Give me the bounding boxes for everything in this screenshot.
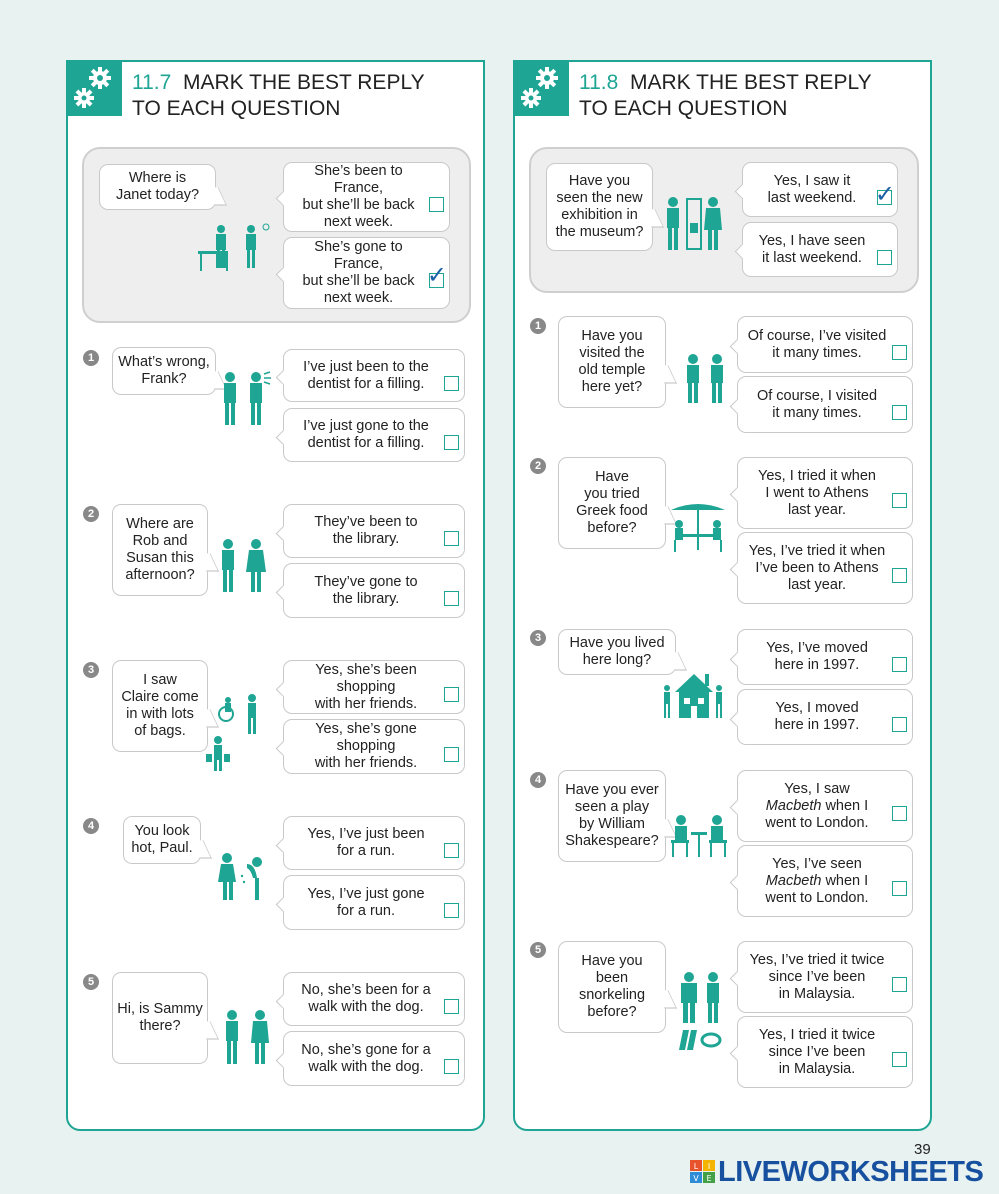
answer-option[interactable]: [737, 1016, 913, 1088]
svg-text:I: I: [707, 1162, 711, 1171]
people-illustration-icon: [216, 537, 272, 593]
answer-text: They’ve gone to the library.: [314, 573, 418, 607]
question-bubble: Where are Rob and Susan this afternoon?: [112, 504, 208, 596]
answer-text: I’ve just gone to the dentist for a filling.: [303, 418, 429, 451]
theatre-illustration-icon: [669, 814, 729, 858]
question-bubble: Have you been snorkeling before?: [558, 941, 666, 1033]
answer-text: Yes, I’ve just gone for a run.: [307, 885, 425, 919]
question-bubble: Have you tried Greek food before?: [558, 457, 666, 549]
answer-text: Yes, she’s been shopping with her friends.: [314, 661, 418, 712]
answer-text: Yes, I saw it last weekend.: [767, 172, 857, 206]
checkmark-icon: ✓: [426, 261, 447, 290]
answer-option[interactable]: [283, 237, 450, 309]
answer-option[interactable]: [742, 162, 898, 217]
checkmark-icon: ✓: [874, 180, 895, 209]
answer-checkbox[interactable]: [444, 903, 459, 918]
item-number: 2: [530, 458, 546, 474]
answer-text: Yes, I’ve just been for a run.: [307, 826, 425, 859]
answer-option[interactable]: [283, 349, 465, 402]
people-illustration-icon: [220, 1008, 276, 1066]
question-bubble: You look hot, Paul.: [123, 816, 201, 864]
answer-checkbox[interactable]: [892, 1052, 907, 1067]
answer-checkbox[interactable]: [444, 435, 459, 450]
question-bubble: Hi, is Sammy there?: [112, 972, 208, 1064]
restaurant-illustration-icon: [669, 498, 727, 554]
exercise-number: 11.8: [579, 71, 619, 94]
answer-checkbox[interactable]: [444, 687, 459, 702]
shopping-illustration-icon: [204, 692, 266, 772]
answer-checkbox[interactable]: [444, 843, 459, 858]
item-number: 1: [83, 350, 99, 366]
answer-checkbox[interactable]: [429, 197, 444, 212]
answer-text: She’s been to France, but she’ll be back next week.: [302, 163, 415, 230]
answer-text: No, she’s been for a walk with the dog.: [301, 982, 431, 1015]
item-number: 1: [530, 318, 546, 334]
svg-text:L: L: [693, 1162, 699, 1171]
question-bubble: Have you lived here long?: [558, 629, 676, 675]
answer-text: Yes, I tried it twice since I’ve been in Malaysia.: [758, 1026, 876, 1077]
people-illustration-icon: [216, 370, 276, 428]
answer-text: Yes, I’ve moved here in 1997.: [766, 640, 868, 673]
answer-checkbox[interactable]: [444, 591, 459, 606]
item-number: 5: [83, 974, 99, 990]
answer-text: Yes, I’ve seen Macbeth when I went to London.: [765, 855, 869, 906]
answer-option[interactable]: [737, 689, 913, 745]
item-number: 4: [83, 818, 99, 834]
answer-text: Yes, I’ve tried it when I’ve been to Athens last year.: [748, 542, 886, 593]
answer-checkbox[interactable]: [892, 405, 907, 420]
gear-icon: [513, 60, 569, 116]
exercise-panel-11-7: [66, 60, 485, 1131]
svg-text:E: E: [706, 1174, 712, 1183]
answer-option[interactable]: [737, 316, 913, 373]
liveworksheets-logo-icon: [690, 1160, 716, 1184]
runner-illustration-icon: [217, 852, 269, 902]
answer-text: Yes, I moved here in 1997.: [774, 700, 860, 733]
answer-option[interactable]: [737, 845, 913, 917]
exercise-title-text: MARK THE BEST REPLY TO EACH QUESTION: [579, 71, 872, 120]
answer-text: Of course, I’ve visited it many times.: [747, 327, 887, 361]
answer-text: Yes, I’ve tried it twice since I’ve been in Malaysia.: [749, 951, 885, 1002]
answer-option[interactable]: [283, 504, 465, 558]
answer-option[interactable]: [737, 376, 913, 433]
answer-option[interactable]: [737, 532, 913, 604]
item-number: 4: [530, 772, 546, 788]
question-bubble: Have you seen the new exhibition in the museum?: [546, 163, 653, 251]
snorkeling-illustration-icon: [675, 970, 727, 1052]
answer-checkbox[interactable]: [892, 493, 907, 508]
question-bubble: I saw Claire come in with lots of bags.: [112, 660, 208, 752]
answer-option[interactable]: [283, 162, 450, 232]
answer-checkbox[interactable]: [877, 250, 892, 265]
answer-checkbox[interactable]: [892, 977, 907, 992]
item-number: 5: [530, 942, 546, 958]
answer-checkbox[interactable]: [892, 345, 907, 360]
answer-checkbox[interactable]: [892, 717, 907, 732]
item-number: 3: [83, 662, 99, 678]
svg-text:V: V: [693, 1174, 699, 1183]
answer-option[interactable]: [737, 457, 913, 529]
tourists-illustration-icon: [681, 352, 729, 404]
answer-checkbox[interactable]: [892, 657, 907, 672]
answer-text: No, she’s gone for a walk with the dog.: [301, 1041, 431, 1075]
answer-option[interactable]: [737, 770, 913, 842]
answer-text: Of course, I visited it many times.: [756, 387, 878, 421]
answer-text: Yes, she’s gone shopping with her friends.: [314, 721, 418, 771]
example-box: [82, 147, 471, 323]
answer-checkbox[interactable]: [444, 1059, 459, 1074]
item-number: 2: [83, 506, 99, 522]
answer-checkbox[interactable]: [892, 568, 907, 583]
item-number: 3: [530, 630, 546, 646]
answer-checkbox[interactable]: [892, 881, 907, 896]
question-bubble: Have you ever seen a play by William Shakespeare?: [558, 770, 666, 862]
answer-checkbox[interactable]: [444, 999, 459, 1014]
question-bubble: Where is Janet today?: [99, 164, 216, 210]
answer-option[interactable]: [283, 719, 465, 774]
answer-checkbox[interactable]: [444, 747, 459, 762]
answer-option[interactable]: [742, 222, 898, 277]
answer-option[interactable]: [737, 629, 913, 685]
question-bubble: What’s wrong, Frank?: [112, 347, 216, 395]
example-box: [529, 147, 919, 293]
answer-text: Yes, I saw Macbeth when I went to London.: [765, 780, 869, 831]
exercise-title-text: MARK THE BEST REPLY TO EACH QUESTION: [132, 71, 425, 120]
answer-option[interactable]: [283, 1031, 465, 1086]
answer-text: Yes, I have seen it last weekend.: [758, 232, 866, 266]
answer-checkbox[interactable]: [444, 376, 459, 391]
answer-option[interactable]: [283, 816, 465, 870]
page-number: 39: [914, 1141, 931, 1158]
answer-text: I’ve just been to the dentist for a filling.: [303, 358, 429, 392]
museum-illustration-icon: [663, 195, 727, 251]
answer-option[interactable]: [737, 941, 913, 1013]
gear-icon: [66, 60, 122, 116]
office-illustration-icon: [196, 221, 276, 273]
answer-option[interactable]: [283, 660, 465, 714]
house-illustration-icon: [661, 670, 727, 720]
answer-checkbox[interactable]: [444, 531, 459, 546]
answer-text: They’ve been to the library.: [314, 514, 418, 547]
exercise-number: 11.7: [132, 71, 172, 94]
exercise-panel-11-8: [513, 60, 932, 1131]
answer-option[interactable]: [283, 563, 465, 618]
answer-text: She’s gone to France, but she’ll be back next week.: [302, 239, 415, 306]
answer-checkbox[interactable]: [892, 806, 907, 821]
brand-logo: LIVEWORKSHEETS: [718, 1156, 984, 1188]
answer-option[interactable]: [283, 408, 465, 462]
answer-text: Yes, I tried it when I went to Athens last year.: [758, 467, 876, 518]
question-bubble: Have you visited the old temple here yet?: [558, 316, 666, 408]
answer-option[interactable]: [283, 875, 465, 930]
answer-option[interactable]: [283, 972, 465, 1026]
exercise-title: [132, 70, 425, 122]
exercise-title: [579, 70, 872, 122]
